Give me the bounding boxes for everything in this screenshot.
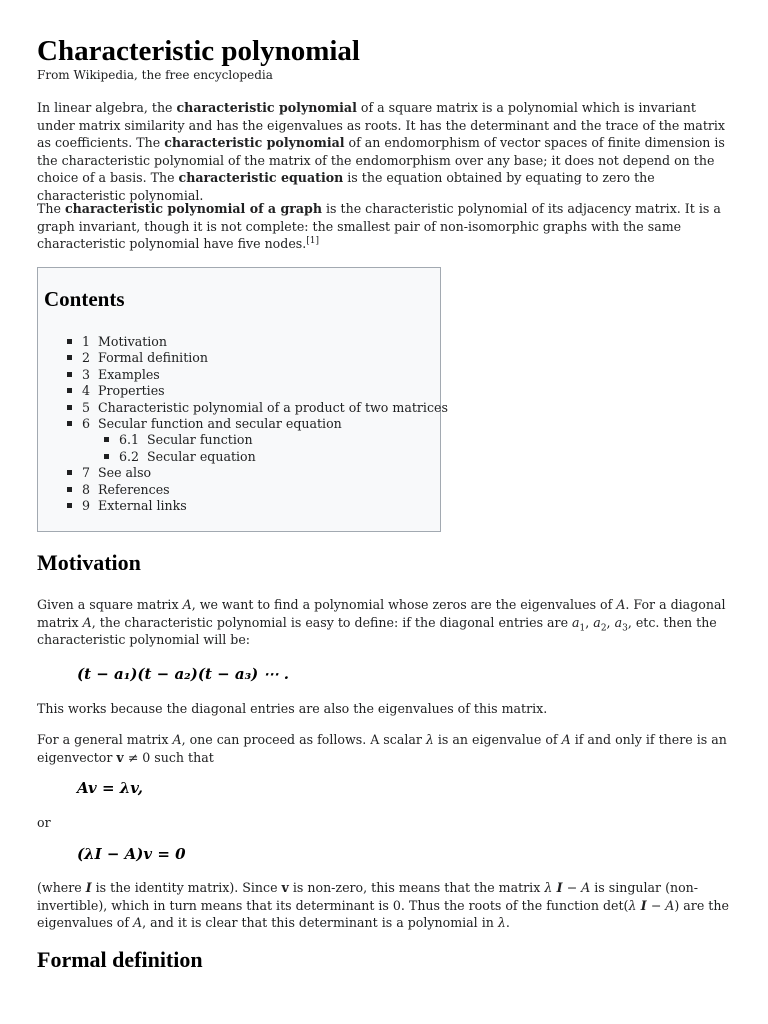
toc-item-number: 5 xyxy=(82,399,91,415)
text: The xyxy=(37,201,65,216)
text: is the characteristic polynomial of its adjacency matrix. It is a graph invariant, though it is not complete: the smallest pair of non-isomorphic graphs with the same characteristic polynomial have five nodes. xyxy=(37,201,721,252)
bullet-icon xyxy=(67,487,72,492)
toc-item[interactable] xyxy=(67,350,208,366)
toc-item[interactable] xyxy=(67,334,167,350)
toc-item[interactable] xyxy=(67,482,170,498)
math-var: a xyxy=(593,614,601,630)
toc-item-number: 8 xyxy=(82,481,91,497)
toc-item-label[interactable]: External links xyxy=(98,498,187,513)
text: Given a square matrix xyxy=(37,597,183,612)
bullet-icon xyxy=(67,372,72,377)
bold-term: characteristic equation xyxy=(178,170,344,186)
toc-item[interactable] xyxy=(67,498,187,514)
intro-paragraph xyxy=(37,99,733,205)
bold-term: characteristic polynomial xyxy=(164,135,345,151)
math-var: A xyxy=(172,732,182,747)
bullet-icon xyxy=(67,470,72,475)
text: of a square matrix is a polynomial which is invariant under matrix similarity and has the eigenvalues as roots. It has the determinant and the trace of the matrix as coefficients. The xyxy=(37,100,726,151)
text: ) are the eigenvalues of xyxy=(37,897,729,931)
toc-item-number: 7 xyxy=(82,465,91,481)
text: , and it is clear that this determinant is a polynomial in xyxy=(142,915,498,931)
toc-item-number: 6.2 xyxy=(119,448,140,464)
subscript: 3 xyxy=(622,623,628,634)
toc-item[interactable] xyxy=(104,432,253,448)
toc-item-number: 9 xyxy=(82,498,91,513)
toc-item[interactable] xyxy=(67,383,165,399)
text: is non-zero, this means that the matrix xyxy=(288,880,545,895)
toc-item-label[interactable]: References xyxy=(98,481,170,497)
motivation-paragraph-2: This works because the diagonal entries are also the eigenvalues of this matrix. xyxy=(37,701,548,716)
math-var: A xyxy=(182,597,192,612)
text: , one can proceed as follows. A scalar xyxy=(181,732,426,747)
math-var: I xyxy=(552,880,563,895)
toc-item[interactable] xyxy=(67,400,448,416)
math-var: I xyxy=(636,897,647,913)
bullet-icon xyxy=(104,437,109,442)
text: . For a diagonal matrix xyxy=(37,597,726,630)
math-var: I xyxy=(85,880,92,895)
toc-item-number: 3 xyxy=(82,366,91,382)
toc-item-label[interactable]: Characteristic polynomial of a product of two matrices xyxy=(98,399,448,415)
math-var: a xyxy=(614,614,623,630)
section-heading-motivation: Motivation xyxy=(37,550,141,575)
toc-item-label[interactable]: Secular equation xyxy=(147,448,256,464)
graph-paragraph xyxy=(37,200,733,253)
equation-product: (t − a₁)(t − a₂)(t − a₃) ⋯ . xyxy=(77,665,289,683)
or-text: or xyxy=(37,815,51,830)
toc-item-label[interactable]: Secular function and secular equation xyxy=(98,416,342,431)
bullet-icon xyxy=(67,388,72,393)
text: (where xyxy=(37,880,86,895)
toc-item-number: 2 xyxy=(82,350,91,366)
math-var: λ xyxy=(628,897,637,913)
subscript: 2 xyxy=(600,623,607,634)
math-var: A xyxy=(561,732,571,747)
toc-item-number: 6 xyxy=(82,416,91,431)
math-var: a xyxy=(572,614,580,630)
text: is an eigenvalue of xyxy=(433,732,562,747)
bullet-icon xyxy=(67,339,72,344)
subscript: 1 xyxy=(579,623,586,634)
text: is the equation obtained by equating to zero the characteristic polynomial. xyxy=(37,170,655,203)
toc-item-label[interactable]: Motivation xyxy=(98,334,167,349)
motivation-paragraph-4 xyxy=(37,879,733,932)
math-var: λ xyxy=(497,915,506,931)
text: is singular (non-invertible), which in turn means that its determinant is 0. Thus the roots of the function det( xyxy=(37,880,699,913)
bold-term: characteristic polynomial of a graph xyxy=(64,201,323,216)
toc-title: Contents xyxy=(44,287,125,311)
math-var: A xyxy=(616,597,626,612)
text: − xyxy=(646,897,666,913)
math-var: A xyxy=(133,915,143,931)
bullet-icon xyxy=(104,454,109,459)
text: , we want to find a polynomial whose zeros are the eigenvalues of xyxy=(191,597,617,612)
toc-item-number: 6.1 xyxy=(119,432,140,448)
toc-item[interactable] xyxy=(67,416,342,432)
math-var: λ xyxy=(425,732,434,747)
bullet-icon xyxy=(67,503,72,508)
bullet-icon xyxy=(67,421,72,426)
text: if and only if there is an eigenvector xyxy=(37,732,727,765)
toc-item[interactable] xyxy=(67,465,151,481)
toc-item[interactable] xyxy=(67,367,160,383)
text: For a general matrix xyxy=(37,732,173,747)
motivation-paragraph-1: Given a square matrix A, we want to find a polynomial whose zeros are the eigenvalues of A. For a diagonal matrix A, the characteristic polynomial is easy to define: if the diagonal entries are $a_1$, $a_2$, $a_3$, etc. then the characteristic polynomial will be: xyxy=(37,597,726,648)
math-vector: v xyxy=(281,880,289,895)
toc-item-number: 1 xyxy=(82,334,91,349)
bullet-icon xyxy=(67,405,72,410)
text: , the characteristic polynomial is easy to define: if the diagonal entries are xyxy=(91,614,573,630)
site-tagline: From Wikipedia, the free encyclopedia xyxy=(37,68,273,82)
bold-term: characteristic polynomial xyxy=(176,100,357,115)
toc-item-label[interactable]: Secular function xyxy=(147,432,253,448)
equation-eigen: Av = λv, xyxy=(77,779,143,797)
toc-item-label[interactable]: Properties xyxy=(98,383,165,399)
equation-singular: (λI − A)v = 0 xyxy=(77,845,186,863)
text: of an endomorphism of vector spaces of finite dimension is the characteristic polynomial of the matrix of the endomorphism over any base; it does not depend on the choice of a basis. The xyxy=(37,135,725,186)
text: , etc. then the characteristic polynomial will be: xyxy=(37,614,717,648)
math-vector: v xyxy=(116,749,124,765)
text: − xyxy=(562,880,582,895)
text: . xyxy=(505,915,510,931)
page-title: Characteristic polynomial xyxy=(37,35,360,67)
math-var: A xyxy=(82,614,92,630)
math-var: λ xyxy=(544,880,553,895)
text: In linear algebra, the xyxy=(37,100,177,115)
section-heading-formal-definition: Formal definition xyxy=(37,947,203,972)
toc-item-label[interactable]: See also xyxy=(98,465,152,481)
math-var: A xyxy=(665,897,675,913)
table-of-contents xyxy=(37,267,448,532)
toc-item-number: 4 xyxy=(82,383,91,399)
text: ≠ 0 such that xyxy=(123,749,214,765)
bullet-icon xyxy=(67,355,72,360)
toc-item-label[interactable]: Formal definition xyxy=(98,350,208,366)
math-var: A xyxy=(581,880,591,895)
text: is the identity matrix). Since xyxy=(91,880,282,895)
motivation-paragraph-3 xyxy=(37,731,733,766)
toc-item[interactable] xyxy=(104,449,256,465)
citation-link[interactable]: [1] xyxy=(306,236,319,246)
toc-item-label[interactable]: Examples xyxy=(98,366,160,382)
